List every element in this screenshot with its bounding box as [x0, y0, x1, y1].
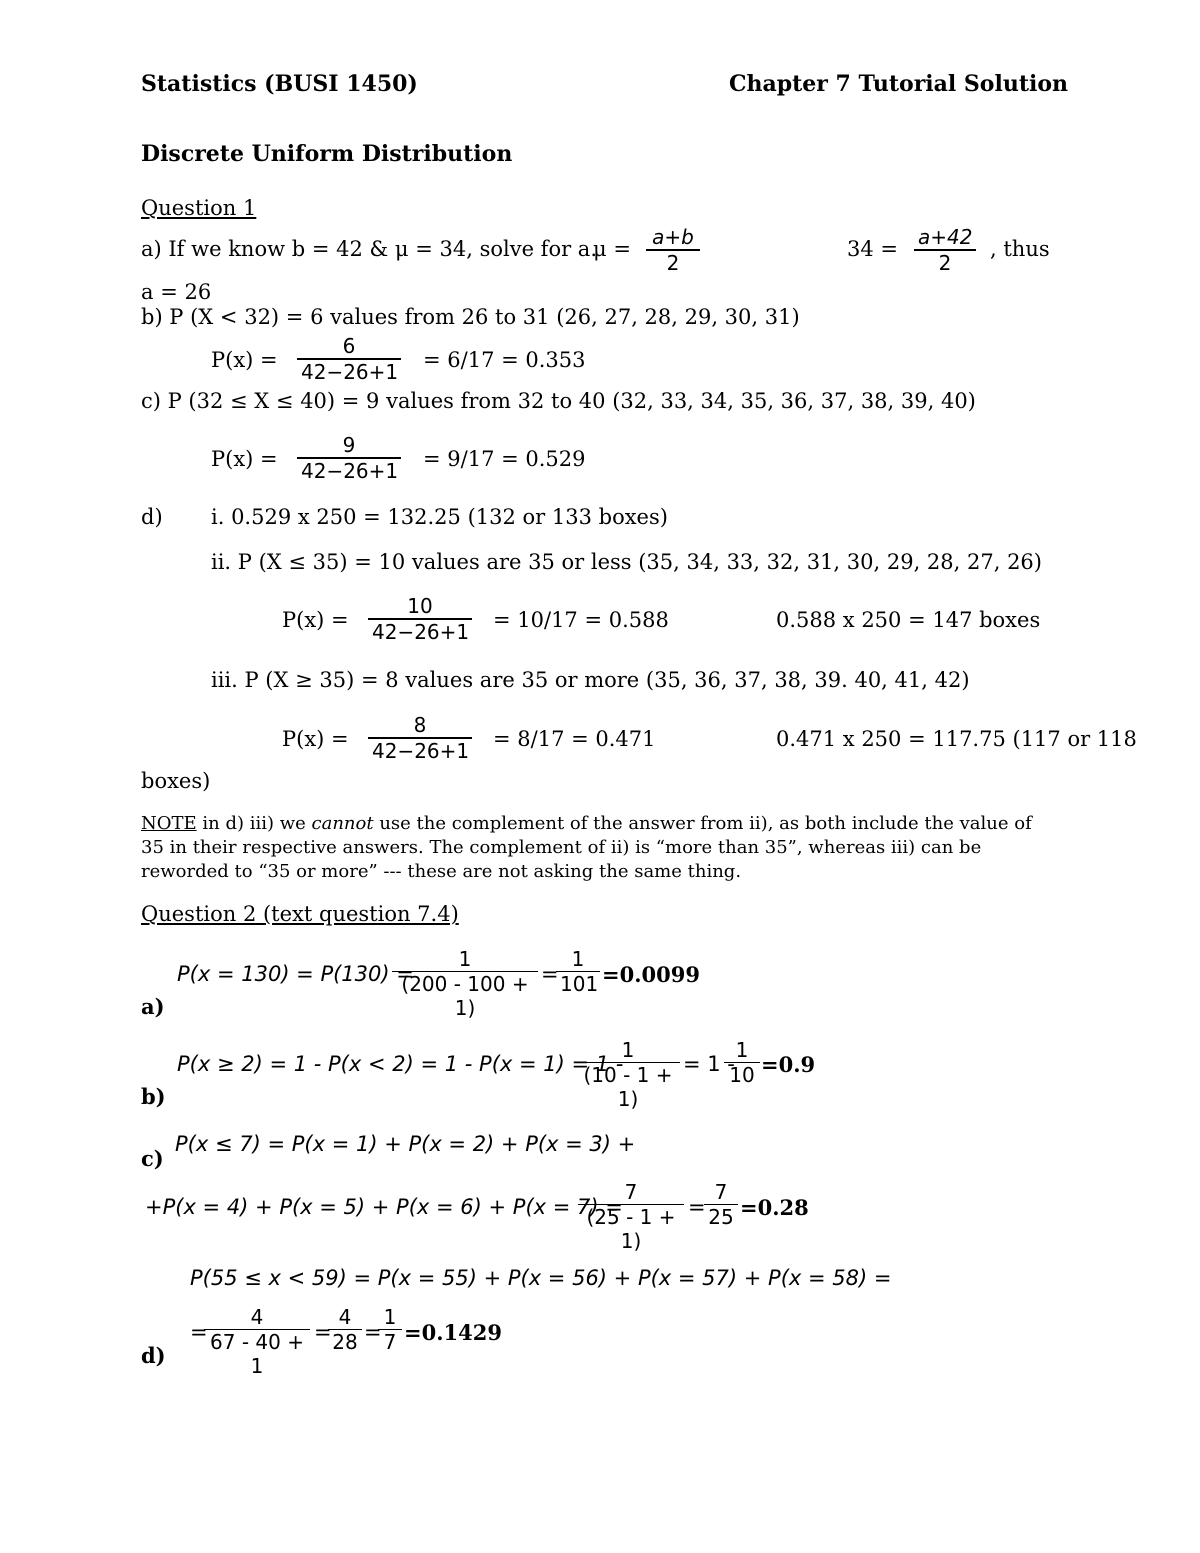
q1d-ii-num: 10	[407, 594, 433, 618]
q1d-iii: iii. P (X ≥ 35) = 8 values are 35 or more (35, 36, 37, 38, 39. 40, 41, 42)	[211, 668, 970, 692]
q1d-ii-boxes: 0.588 x 250 = 147 boxes	[776, 608, 1041, 632]
q2d-f1-den: 67 - 40 + 1	[204, 1329, 310, 1378]
q1b-formula	[297, 334, 401, 384]
q2d-line1: P(55 ≤ x < 59) = P(x = 55) + P(x = 56) + P(x = 57) + P(x = 58) =	[190, 1266, 892, 1290]
q1c-px: P(x) =	[211, 447, 278, 471]
note-part-1: in d) iii) we	[196, 813, 312, 834]
q2b-f2-num: 1	[735, 1038, 749, 1062]
q1a-mu: μ =	[593, 237, 631, 261]
q2d-frac3	[378, 1305, 402, 1354]
q2a-frac1	[392, 947, 538, 1020]
q1a-mean-formula	[646, 225, 700, 275]
q2a-lhs: P(x = 130) = P(130) =	[177, 962, 414, 986]
q2b-f2-den: 10	[724, 1062, 760, 1087]
q1d-ii-den: 42−26+1	[368, 618, 472, 644]
q2c-label: c)	[141, 1146, 164, 1171]
q1d-i: i. 0.529 x 250 = 132.25 (132 or 133 boxes)	[211, 505, 668, 529]
q2d-result: =0.1429	[404, 1320, 502, 1345]
q2b-result: =0.9	[761, 1052, 816, 1077]
q1b-result: = 6/17 = 0.353	[423, 348, 586, 372]
q2c-f1-num: 7	[624, 1180, 638, 1204]
q2c-f2-num: 7	[714, 1180, 728, 1204]
q1d-iii-num: 8	[413, 713, 427, 737]
q1d-ii-formula	[368, 594, 472, 644]
q2d-f2-den: 28	[328, 1329, 362, 1354]
q2d-eq1: =	[314, 1320, 332, 1344]
q2d-eq2: =	[364, 1320, 382, 1344]
q1a-frac2-den: 2	[914, 249, 976, 275]
q2b-frac1	[576, 1038, 680, 1111]
q2b-f1-num: 1	[621, 1038, 635, 1062]
q1d-iii-formula	[368, 713, 472, 763]
q1d-iii-den: 42−26+1	[368, 737, 472, 763]
note-label: NOTE	[141, 813, 197, 834]
q1a-frac1-den: 2	[646, 249, 700, 275]
q1d-iii-result: = 8/17 = 0.471	[493, 727, 656, 751]
q1c-result: = 9/17 = 0.529	[423, 447, 586, 471]
q1a-frac2-num: a+42	[918, 225, 973, 249]
q2c-result: =0.28	[740, 1195, 809, 1220]
q2d-label: d)	[141, 1343, 166, 1368]
course-title: Statistics (BUSI 1450)	[141, 71, 418, 97]
q2c-eq: =	[688, 1195, 706, 1219]
q1b-text: b) P (X < 32) = 6 values from 26 to 31 (26, 27, 28, 29, 30, 31)	[141, 305, 800, 329]
note-paragraph	[141, 812, 1051, 884]
note-part-2: use the complement of the answer from ii), as both include the value of 35 in their respective answers. The complement of ii) is “more than 35”, whereas iii) can be reworded to “35 or more” --- these are not asking the same thing.	[141, 813, 1032, 882]
q1a-thus: , thus	[990, 237, 1050, 261]
q2a-f1-num: 1	[458, 947, 472, 971]
chapter-title: Chapter 7 Tutorial Solution	[729, 71, 1069, 97]
q1b-num: 6	[342, 334, 356, 358]
q2a-result: =0.0099	[602, 962, 700, 987]
q2b-frac2	[724, 1038, 760, 1087]
q1a-frac1-num: a+b	[652, 225, 694, 249]
q1d-ii-result: = 10/17 = 0.588	[493, 608, 669, 632]
q1a-34: 34 =	[847, 237, 898, 261]
q2a-f1-den: (200 - 100 + 1)	[392, 971, 538, 1020]
q1b-den: 42−26+1	[297, 358, 401, 384]
q1b-px: P(x) =	[211, 348, 278, 372]
q2d-frac1	[204, 1305, 310, 1378]
q2d-f3-den: 7	[378, 1329, 402, 1354]
q1a-result: a = 26	[141, 280, 212, 304]
q2c-f2-den: 25	[704, 1204, 738, 1229]
q2c-f1-den: (25 - 1 + 1)	[578, 1204, 684, 1253]
q2b-lhs: P(x ≥ 2) = 1 - P(x < 2) = 1 - P(x = 1) = 1 -	[177, 1052, 624, 1076]
q1c-den: 42−26+1	[297, 457, 401, 483]
q2c-line1: P(x ≤ 7) = P(x = 1) + P(x = 2) + P(x = 3) +	[175, 1132, 636, 1156]
q1d-ii-px: P(x) =	[282, 608, 349, 632]
q2c-frac2	[704, 1180, 738, 1229]
q2c-line2: +P(x = 4) + P(x = 5) + P(x = 6) + P(x = 7) =	[145, 1195, 623, 1219]
q1c-text: c) P (32 ≤ X ≤ 40) = 9 values from 32 to 40 (32, 33, 34, 35, 36, 37, 38, 39, 40)	[141, 389, 976, 413]
q2d-eq0: =	[190, 1320, 208, 1344]
q2d-f3-num: 1	[383, 1305, 397, 1329]
q1c-num: 9	[342, 433, 356, 457]
q1d-iii-px: P(x) =	[282, 727, 349, 751]
q2a-eq: =	[541, 962, 559, 986]
q2d-frac2	[328, 1305, 362, 1354]
q1d-iii-boxes: 0.471 x 250 = 117.75 (117 or 118	[776, 727, 1137, 751]
section-title: Discrete Uniform Distribution	[141, 141, 513, 167]
q1c-formula	[297, 433, 401, 483]
q2d-f1-num: 4	[250, 1305, 264, 1329]
q2b-f1-den: (10 - 1 + 1)	[576, 1062, 680, 1111]
q1d-iii-boxes-cont: boxes)	[141, 769, 211, 793]
q2c-frac1	[578, 1180, 684, 1253]
q2b-label: b)	[141, 1084, 166, 1109]
q2a-f2-num: 1	[571, 947, 585, 971]
question-2-title: Question 2 (text question 7.4)	[141, 902, 459, 926]
q1a-substituted-formula	[914, 225, 976, 275]
q1a-text: a) If we know b = 42 & μ = 34, solve for a.	[141, 237, 598, 261]
question-1-title: Question 1	[141, 196, 257, 220]
q2a-frac2	[556, 947, 600, 996]
q2a-f2-den: 101	[556, 971, 600, 996]
q2d-f2-num: 4	[338, 1305, 352, 1329]
q1d-ii: ii. P (X ≤ 35) = 10 values are 35 or less (35, 34, 33, 32, 31, 30, 29, 28, 27, 26)	[211, 550, 1042, 574]
q2a-label: a)	[141, 994, 165, 1019]
note-emphasis: cannot	[311, 813, 374, 834]
q1d-label: d)	[141, 505, 163, 529]
q2b-mid: = 1 -	[683, 1052, 735, 1076]
